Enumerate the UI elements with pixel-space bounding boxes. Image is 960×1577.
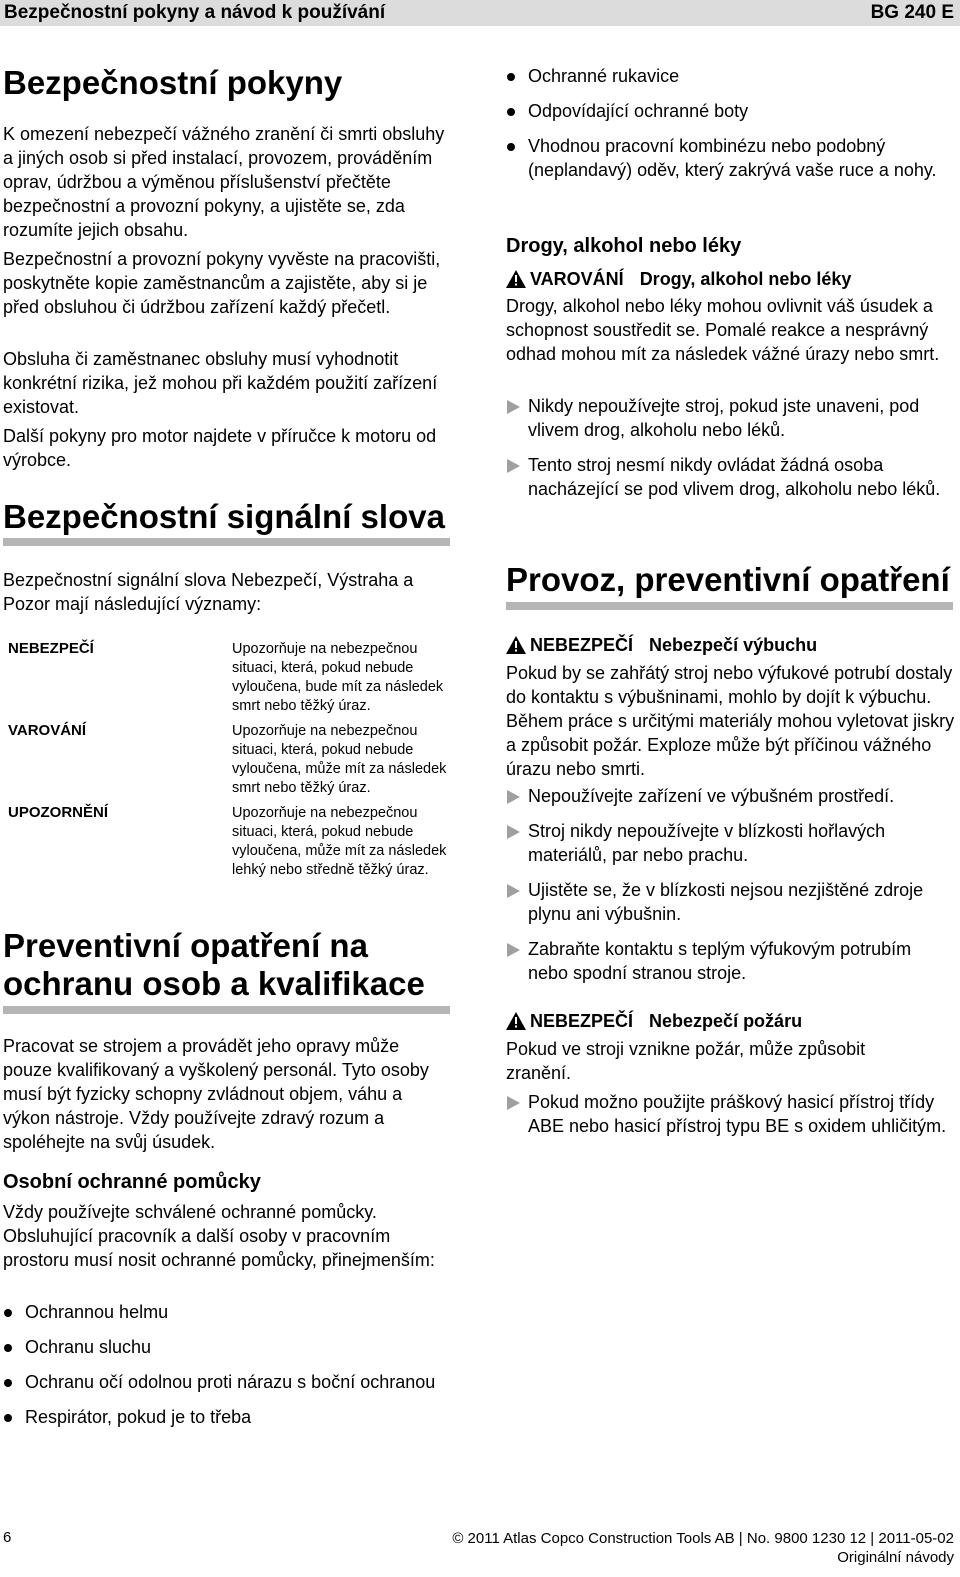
document-title: Bezpečnostní pokyny a návod k používání bbox=[4, 2, 386, 23]
explosion-list bbox=[506, 784, 956, 996]
copyright-text: © 2011 Atlas Copco Construction Tools AB | No. 9800 1230 12 | 2011-05-02 bbox=[452, 1530, 954, 1547]
list-item: Ochranu očí odolnou proti nárazu s boční ochranou bbox=[3, 1370, 448, 1394]
warning-kind: VAROVÁNÍ bbox=[530, 269, 624, 289]
warning-drugs bbox=[506, 267, 851, 291]
list-item: Tento stroj nesmí nikdy ovládat žádná osoba nacházející se pod vlivem drog, alkoholu nebo léků. bbox=[506, 453, 956, 501]
paragraph-signal-intro: Bezpečnostní signální slova Nebezpečí, Výstraha a Pozor mají následující významy: bbox=[3, 570, 414, 614]
list-item: Zabraňte kontaktu s teplým výfukovým potrubím nebo spodní stranou stroje. bbox=[506, 937, 956, 985]
ppe-list bbox=[3, 1300, 448, 1440]
warning-fire bbox=[506, 1009, 802, 1033]
list-item: Ochranné rukavice bbox=[506, 64, 956, 88]
list-item: Stroj nikdy nepoužívejte v blízkosti hořlavých materiálů, par nebo prachu. bbox=[506, 819, 956, 867]
bullet-icon bbox=[4, 1414, 12, 1422]
list-item: Odpovídající ochranné boty bbox=[506, 99, 956, 123]
list-item: Ochrannou helmu bbox=[3, 1300, 448, 1324]
warning-title: Nebezpečí výbuchu bbox=[649, 635, 818, 655]
heading-ppe: Osobní ochranné pomůcky bbox=[3, 1171, 261, 1193]
list-item: Nikdy nepoužívejte stroj, pokud jste unaveni, pod vlivem drog, alkoholu nebo léků. bbox=[506, 394, 956, 442]
list-item: Ujistěte se, že v blízkosti nejsou nezjištěné zdroje plynu ani výbušnin. bbox=[506, 878, 956, 926]
paragraph-fire: Pokud ve stroji vznikne požár, může způsobit zranění. bbox=[506, 1039, 866, 1083]
warning-kind: NEBEZPEČÍ bbox=[530, 1011, 634, 1031]
arrow-bullet-icon bbox=[507, 790, 520, 804]
model-number: BG 240 E bbox=[870, 2, 954, 23]
warning-title: Nebezpečí požáru bbox=[649, 1011, 803, 1031]
arrow-bullet-icon bbox=[507, 459, 520, 473]
arrow-bullet-icon bbox=[507, 825, 520, 839]
paragraph-engine: Další pokyny pro motor najdete v příručce k motoru od výrobce. bbox=[3, 426, 437, 470]
section-rule bbox=[506, 602, 953, 610]
list-item: Ochranu sluchu bbox=[3, 1335, 448, 1359]
page-number: 6 bbox=[3, 1529, 12, 1546]
warning-title: Drogy, alkohol nebo léky bbox=[639, 269, 852, 289]
signal-term: VAROVÁNÍ bbox=[8, 722, 87, 739]
arrow-bullet-icon bbox=[507, 943, 520, 957]
paragraph-qualification: Pracovat se strojem a provádět jeho opravy může pouze kvalifikovaný a vyškolený personál. Tyto osoby musí být fyzicky schopny zvládnout objem, váhu a výkon nástroje. Vždy používejte zdravý rozum a spoléhejte na svůj úsudek. bbox=[3, 1036, 429, 1152]
arrow-bullet-icon bbox=[507, 400, 520, 414]
arrow-bullet-icon bbox=[507, 1096, 520, 1110]
paragraph-drugs: Drogy, alkohol nebo léky mohou ovlivnit váš úsudek a schopnost soustředit se. Pomalé reakce a nesprávný odhad mohou mít za následek vážné úrazy nebo smrt. bbox=[506, 296, 940, 364]
signal-term: UPOZORNĚNÍ bbox=[8, 804, 109, 821]
signal-words-table bbox=[3, 640, 450, 905]
signal-description: Upozorňuje na nebezpečnou situaci, která, pokud nebude vyloučena, může mít za následek lehký nebo středně těžký úraz. bbox=[232, 805, 447, 878]
arrow-bullet-icon bbox=[507, 884, 520, 898]
heading-preventive-line1: Preventivní opatření na bbox=[3, 927, 368, 964]
ppe-list-continued bbox=[506, 64, 956, 193]
original-note: Originální návody bbox=[837, 1549, 954, 1566]
signal-row bbox=[3, 640, 450, 720]
heading-drugs: Drogy, alkohol nebo léky bbox=[506, 235, 742, 257]
section-rule bbox=[3, 1006, 450, 1014]
bullet-icon bbox=[4, 1344, 12, 1352]
warning-explosion bbox=[506, 633, 817, 657]
heading-signal-words: Bezpečnostní signální slova bbox=[3, 498, 445, 535]
warning-triangle-icon bbox=[506, 270, 526, 288]
heading-safety: Bezpečnostní pokyny bbox=[3, 64, 343, 101]
signal-term: NEBEZPEČÍ bbox=[8, 640, 94, 657]
signal-row bbox=[3, 722, 450, 802]
fire-list bbox=[506, 1090, 956, 1149]
paragraph-intro: K omezení nebezpečí vážného zranění či smrti obsluhy a jiných osob si před instalací, provozem, prováděním oprav, údržbou a výměnou příslušenství přečtěte bezpečnostní a provozní pokyny, a ujistěte se, zda rozumíte jejich obsahu. bbox=[3, 124, 445, 240]
paragraph-risks: Obsluha či zaměstnanec obsluhy musí vyhodnotit konkrétní rizika, jež mohou při každém použití zařízení existovat. bbox=[3, 349, 438, 417]
list-item: Nepoužívejte zařízení ve výbušném prostředí. bbox=[506, 784, 956, 808]
warning-triangle-icon bbox=[506, 1012, 526, 1030]
list-item: Respirátor, pokud je to třeba bbox=[3, 1405, 448, 1429]
heading-preventive-line2: ochranu osob a kvalifikace bbox=[3, 965, 425, 1002]
signal-row bbox=[3, 804, 450, 904]
paragraph-explosion: Pokud by se zahřátý stroj nebo výfukové potrubí dostaly do kontaktu s výbušninami, mohlo by dojít k výbuchu. Během práce s určitými materiály mohou vyletovat jiskry a způsobit požár. Exploze může být příčinou vážného úrazu nebo smrti. bbox=[506, 663, 955, 779]
warning-kind: NEBEZPEČÍ bbox=[530, 635, 634, 655]
bullet-icon bbox=[507, 143, 515, 151]
heading-operation: Provoz, preventivní opatření bbox=[506, 561, 950, 598]
section-rule bbox=[3, 538, 450, 546]
paragraph-ppe: Vždy používejte schválené ochranné pomůcky. Obsluhující pracovník a další osoby v pracovním prostoru musí nosit ochranné pomůcky, přinejmenším: bbox=[3, 1202, 435, 1270]
bullet-icon bbox=[507, 108, 515, 116]
footer-copyright bbox=[452, 1529, 954, 1567]
page-header bbox=[0, 0, 960, 26]
bullet-icon bbox=[507, 73, 515, 81]
signal-description: Upozorňuje na nebezpečnou situaci, která, pokud nebude vyloučena, bude mít za následek smrt nebo těžký úraz. bbox=[232, 641, 444, 714]
drugs-list bbox=[506, 394, 956, 512]
paragraph-posting: Bezpečnostní a provozní pokyny vyvěste na pracovišti, poskytněte kopie zaměstnancům a zajistěte, aby si je před obsluhou či údržbou zařízení každý přečetl. bbox=[3, 249, 441, 317]
bullet-icon bbox=[4, 1379, 12, 1387]
bullet-icon bbox=[4, 1309, 12, 1317]
signal-description: Upozorňuje na nebezpečnou situaci, která, pokud nebude vyloučena, může mít za následek smrt nebo těžký úraz. bbox=[232, 723, 447, 796]
warning-triangle-icon bbox=[506, 636, 526, 654]
list-item: Pokud možno použijte práškový hasicí přístroj třídy ABE nebo hasicí přístroj typu BE s oxidem uhličitým. bbox=[506, 1090, 956, 1138]
list-item: Vhodnou pracovní kombinézu nebo podobný (neplandavý) oděv, který zakrývá vaše ruce a nohy. bbox=[506, 134, 956, 182]
